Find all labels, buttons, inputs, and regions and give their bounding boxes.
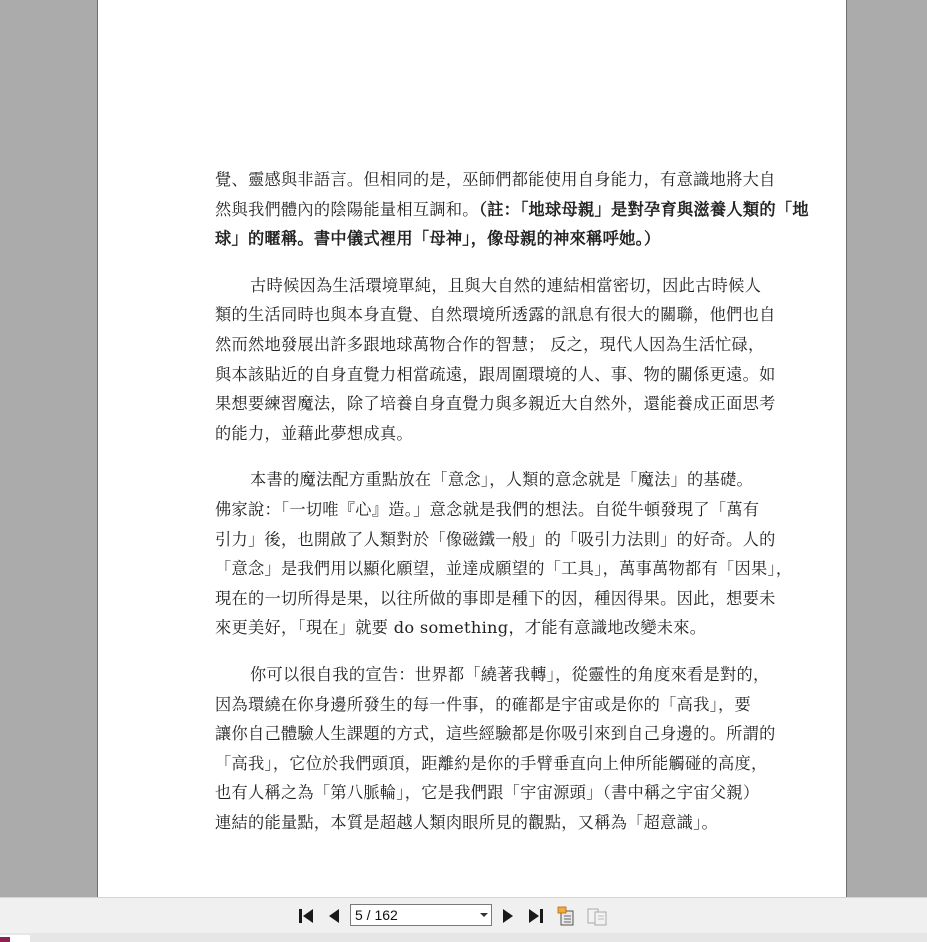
text-line: 現在的一切所得是果，以往所做的事即是種下的因，種因得果。因此，想要未 [215,588,776,608]
paragraph-3 [215,465,793,643]
text-line: 類的生活同時也與本身直覺、自然環境所透露的訊息有很大的關聯，他們也自 [215,305,776,325]
text-line: 因為環繞在你身邊所發生的每一件事，的確都是宇宙或是你的「高我」，要 [215,694,751,714]
chevron-down-icon [477,905,491,925]
text-line: 的能力，並藉此夢想成真。 [215,423,413,443]
text-line: 引力」後，也開啟了人類對於「像磁鐵一般」的「吸引力法則」的好奇。人的 [215,529,776,549]
last-page-icon [526,907,546,925]
text-line: 讓你自己體驗人生課題的方式，這些經驗都是你吸引來到自己身邊的。所謂的 [215,724,776,744]
text-line: 佛家說：「一切唯『心』造。」意念就是我們的想法。自從牛頓發現了「萬有 [215,499,760,519]
previous-page-button[interactable] [324,906,344,926]
text-line: 覺、靈感與非語言。但相同的是，巫師們都能使用自身能力，有意識地將大自 [215,170,776,189]
single-page-view-button[interactable] [556,905,578,927]
first-page-button[interactable] [296,906,316,926]
text-line: 也有人稱之為「第八脈輪」，它是我們跟「宇宙源頭」（書中稱之宇宙父親） [215,783,760,803]
last-page-button[interactable] [526,906,546,926]
document-icon [0,935,30,942]
page-number-select[interactable] [350,904,492,926]
footnote-text: （註：「地球母親」是對孕育與滋養人類的「地 [478,199,809,219]
text-span: 然與我們體內的陰陽能量相互調和。 [215,199,479,219]
text-line: 你可以很自我的宣告：世界都「繞著我轉」，從靈性的角度來看是對的， [250,664,770,684]
document-page [97,0,847,897]
previous-page-icon [326,907,342,925]
next-page-button[interactable] [498,906,518,926]
paragraph-4 [215,660,775,838]
text-line: 「高我」，它位於我們頭頂，距離約是你的手臂垂直向上伸所能觸碰的高度， [215,753,768,773]
paragraph-2 [215,271,775,449]
single-page-view-icon [556,905,578,927]
page-indicator: 5 / 162 [355,907,398,923]
text-line: 然而然地發展出許多跟地球萬物合作的智慧； 反之，現代人因為生活忙碌， [215,334,765,354]
two-page-view-icon [586,905,608,927]
text-line: 來更美好，「現在」就要 do something，才能有意識地改變未來。 [215,618,707,638]
next-page-icon [500,907,516,925]
text-line: 與本該貼近的自身直覺力相當疏遠，跟周圍環境的人、事、物的關係更遠。如 [215,364,776,384]
text-line: 本書的魔法配方重點放在「意念」，人類的意念就是「魔法」的基礎。 [250,470,754,490]
first-page-icon [296,907,316,925]
text-line: 果想要練習魔法，除了培養自身直覺力與多親近大自然外，還能養成正面思考 [215,394,776,414]
page-text [215,165,809,837]
page-navigation-toolbar [0,897,927,933]
text-line: 「意念」是我們用以顯化願望，並達成願望的「工具」，萬事萬物都有「因果」， [215,559,793,579]
text-line [215,195,809,225]
text-line: 連結的能量點，本質是超越人類肉眼所見的觀點，又稱為「超意識」。 [215,812,719,832]
text-line: 古時候因為生活環境單純，且與大自然的連結相當密切，因此古時候人 [250,275,762,295]
status-bar [0,933,927,942]
paragraph-1 [215,165,809,254]
footnote-text: 球」的暱稱。書中儀式裡用「母神」，像母親的神來稱呼她。） [215,229,661,249]
two-page-view-button[interactable] [586,905,608,927]
